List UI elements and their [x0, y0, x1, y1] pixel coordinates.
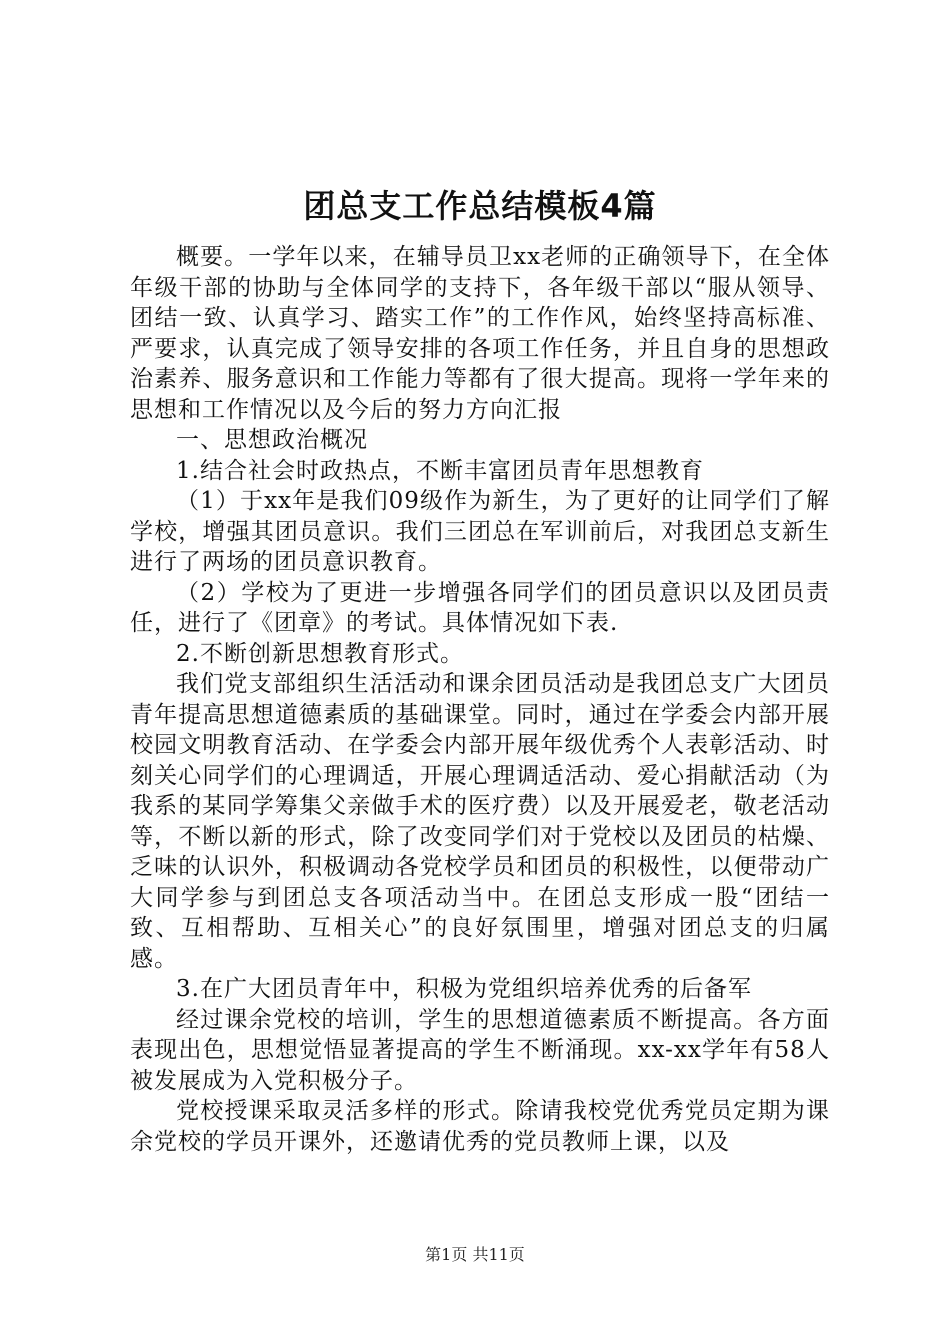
section-heading-political: 一、思想政治概况 [176, 427, 368, 453]
subheading-2: 2.不断创新思想教育形式。 [176, 640, 464, 667]
paragraph-summary: 概要。一学年以来，在辅导员卫xx老师的正确领导下，在全体年级干部的协助与全体同学的支持下，各年级干部以“服从领导、团结一致、认真学习、踏实工作”的工作作风，始终坚持高标准、严要求，认真完成了领导安排的各项工作任务，并且自身的思想政治素养、服务意识和工作能力等都有了很大提高。现将一学年来的思想和工作情况以及今后的努力方向汇报 [130, 244, 830, 423]
paragraph-training: 经过课余党校的培训，学生的思想道德素质不断提高。各方面表现出色，思想觉悟显著提高的学生不断涌现。xx-xx学年有58人被发展成为入党积极分子。 [130, 1006, 830, 1094]
subheading-1: 1.结合社会时政热点，不断丰富团员青年思想教育 [176, 457, 704, 484]
paragraph-innovation: 我们党支部组织生活活动和课余团员活动是我团总支广大团员青年提高思想道德素质的基础课堂。同时，通过在学委会内部开展校园文明教育活动、在学委会内部开展年级优秀个人表彰活动、时刻关心同学们的心理调适，开展心理调适活动、爱心捐献活动（为我系的某同学筹集父亲做手术的医疗费）以及开展爱老，敬老活动等，不断以新的形式，除了改变同学们对于党校以及团员的枯燥、乏味的认识外，积极调动各党校学员和团员的积极性，以便带动广大同学参与到团总支各项活动当中。在团总支形成一股“团结一致、互相帮助、互相关心”的良好氛围里，增强对团总支的归属感。 [130, 671, 830, 972]
subheading-3: 3.在广大团员青年中，积极为党组织培养优秀的后备军 [176, 976, 752, 1002]
document-page [130, 180, 830, 1157]
document-title: 团总支工作总结模板4篇 [303, 187, 657, 225]
paragraph-teaching: 党校授课采取灵活多样的形式。除请我校党优秀党员定期为课余党校的学员开课外，还邀请优秀的党员教师上课，以及 [130, 1098, 830, 1155]
paragraph-item-2: （2）学校为了更进一步增强各同学们的团员意识以及团员责任，进行了《团章》的考试。具体情况如下表. [130, 579, 830, 636]
paragraph-item-1: （1）于xx年是我们09级作为新生，为了更好的让同学们了解学校，增强其团员意识。我们三团总在军训前后，对我团总支新生进行了两场的团员意识教育。 [130, 488, 830, 575]
page-footer: 第1页 共11页 [425, 1245, 525, 1264]
